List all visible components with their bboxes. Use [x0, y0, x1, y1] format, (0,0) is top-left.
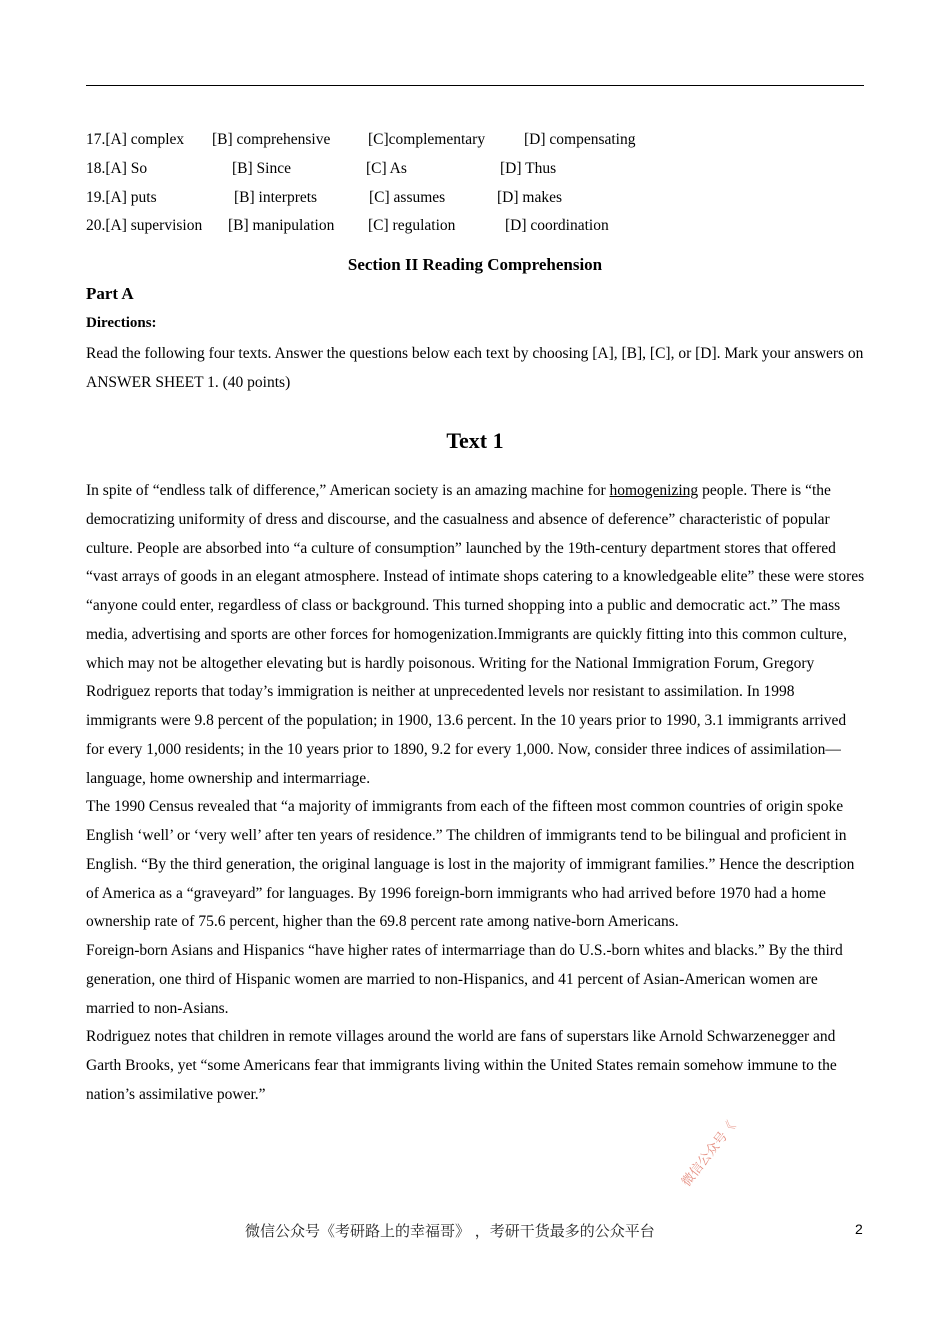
- q18-option-d: [D] Thus: [500, 160, 557, 177]
- q19-option-d: [D] makes: [497, 189, 562, 206]
- paragraph-3: Foreign-born Asians and Hispanics “have higher rates of intermarriage than do U.S.-born whites and blacks.” By the third generation, one third of Hispanic women are married to non-Hispanics, and 41 percent of Asian-American women are married to non-Asians.: [86, 942, 843, 1017]
- paragraph-4: Rodriguez notes that children in remote villages around the world are fans of superstars like Arnold Schwarzenegger and Garth Brooks, yet “some Americans fear that immigrants living within the United States remain somehow immune to the nation’s assimilative power.”: [86, 1028, 837, 1103]
- q17-option-d: [D] compensating: [524, 131, 636, 148]
- q20-option-c: [C] regulation: [368, 217, 456, 234]
- q17-option-b: [B] comprehensive: [212, 131, 331, 148]
- watermark: 微信公众号《: [679, 1118, 740, 1190]
- q18-option-a: 18.[A] So: [86, 160, 148, 177]
- section-title: Section II Reading Comprehension: [347, 255, 603, 274]
- q18-option-c: [C] As: [366, 160, 407, 177]
- q17-option-c: [C]complementary: [368, 131, 486, 148]
- paragraph-1: In spite of “endless talk of difference,” American society is an amazing machine for homogenizing people. There is “the democratizing uniformity of dress and discourse, and the casualness and absence of deference” characteristic of popular culture. People are absorbed into “a culture of consumption” launched by the 19th-century department stores that offered “vast arrays of goods in an elegant atmosphere. Instead of intimate shops catering to a knowledgeable elite” these were stores “anyone could enter, regardless of class or background. This turned shopping into a public and democratic act.” The mass media, advertising and sports are other forces for homogenization.Immigrants are quickly fitting into this common culture, which may not be altogether elevating but is hardly poisonous. Writing for the National Immigration Forum, Gregory Rodriguez reports that today’s immigration is neither at unprecedented levels nor resistant to assimilation. In 1998 immigrants were 9.8 percent of the population; in 1900, 13.6 percent. In the 10 years prior to 1990, 3.1 immigrants arrived for every 1,000 residents; in the 10 years prior to 1890, 9.2 for every 1,000. Now, consider three indices of assimilation—language, home ownership and intermarriage.: [86, 482, 865, 787]
- q20-option-d: [D] coordination: [505, 217, 609, 234]
- q20-option-b: [B] manipulation: [228, 217, 335, 234]
- part-heading: Part A: [86, 284, 134, 303]
- underlined-word: homogenizing: [609, 482, 699, 499]
- q19-option-b: [B] interprets: [234, 189, 318, 206]
- directions-text: Read the following four texts. Answer the questions below each text by choosing [A], [B], [C], or [D]. Mark your answers on ANSWER SHEET 1. (40 points): [86, 345, 864, 391]
- passage-body: [86, 477, 866, 1110]
- page-number: 2: [855, 1221, 863, 1237]
- q19-option-c: [C] assumes: [369, 189, 446, 206]
- q18-option-b: [B] Since: [232, 160, 291, 177]
- footer-text: 微信公众号《考研路上的幸福哥》 ，考研干货最多的公众平台: [245, 1222, 655, 1240]
- header-rule: [86, 85, 864, 86]
- q20-option-a: 20.[A] supervision: [86, 217, 203, 234]
- paragraph-2: The 1990 Census revealed that “a majority of immigrants from each of the fifteen most common countries of origin spoke English ‘well’ or ‘very well’ after ten years of residence.” The children of immigrants tend to be bilingual and proficient in English. “By the third generation, the original language is lost in the majority of immigrant families.” Hence the description of America as a “graveyard” for languages. By 1996 foreign-born immigrants who had arrived before 1970 had a home ownership rate of 75.6 percent, higher than the 69.8 percent rate among native-born Americans.: [86, 798, 855, 931]
- directions-label: Directions:: [86, 315, 157, 331]
- text-title: Text 1: [446, 428, 504, 453]
- q17-option-a: 17.[A] complex: [86, 131, 185, 148]
- q19-option-a: 19.[A] puts: [86, 189, 157, 206]
